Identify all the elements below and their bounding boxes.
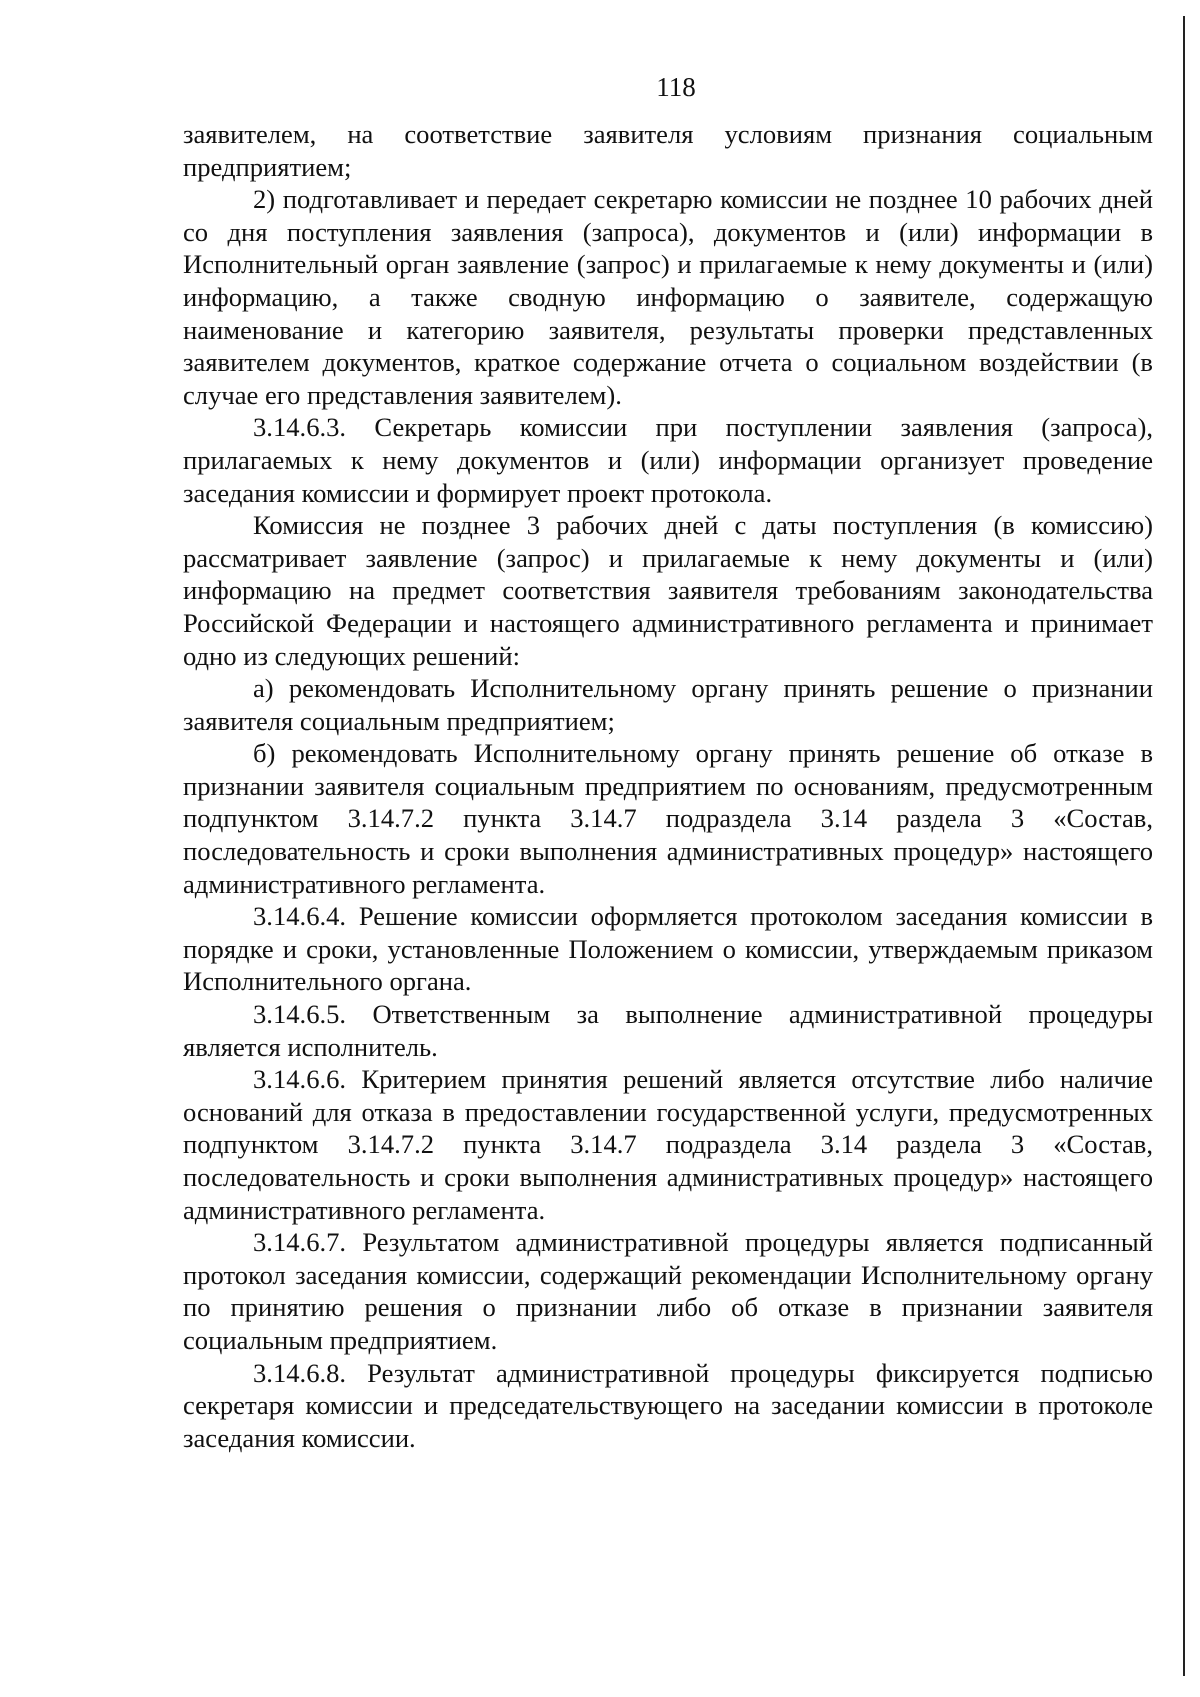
paragraph-item-2: 2) подготавливает и передает секретарю комиссии не позднее 10 рабочих дней со дня поступления заявления (запроса), документов и (или) информации в Исполнительный орган заявление (запрос) и прилагаемые к нему документы и (или) информацию, а также сводную информацию о заявителе, содержащую наименование и категорию заявителя, результаты проверки представленных заявителем документов, краткое содержание отчета о социальном воздействии (в случае его представления заявителем). <box>183 184 1153 410</box>
paragraph-item-a: а) рекомендовать Исполнительному органу принять решение о признании заявителя социальным предприятием; <box>183 673 1153 736</box>
scan-edge-line <box>1183 16 1185 1676</box>
paragraph-3-14-6-4: 3.14.6.4. Решение комиссии оформляется протоколом заседания комиссии в порядке и сроки, установленные Положением о комиссии, утверждаемым приказом Исполнительного органа. <box>183 901 1153 997</box>
paragraph-commission: Комиссия не позднее 3 рабочих дней с даты поступления (в комиссию) рассматривает заявление (запрос) и прилагаемые к нему документы и (или) информацию на предмет соответствия заявителя требованиям законодательства Российской Федерации и настоящего административного регламента и принимает одно из следующих решений: <box>183 510 1153 671</box>
paragraph-continuation: заявителем, на соответствие заявителя условиям признания социальным предприятием; <box>183 119 1153 182</box>
paragraph-3-14-6-6: 3.14.6.6. Критерием принятия решений является отсутствие либо наличие оснований для отказа в предоставлении государственной услуги, предусмотренных подпунктом 3.14.7.2 пункта 3.14.7 подраздела 3.14 раздела 3 «Состав, последовательность и сроки выполнения административных процедур» настоящего административного регламента. <box>183 1064 1153 1225</box>
paragraph-3-14-6-8: 3.14.6.8. Результат административной процедуры фиксируется подписью секретаря комиссии и председательствующего на заседании комиссии в протоколе заседания комиссии. <box>183 1357 1153 1453</box>
paragraph-3-14-6-3: 3.14.6.3. Секретарь комиссии при поступлении заявления (запроса), прилагаемых к нему документов и (или) информации организует проведение заседания комиссии и формирует проект протокола. <box>183 412 1153 508</box>
document-body <box>183 118 1153 1454</box>
paragraph-item-b: б) рекомендовать Исполнительному органу принять решение об отказе в признании заявителя социальным предприятием по основаниям, предусмотренным подпунктом 3.14.7.2 пункта 3.14.7 подраздела 3.14 раздела 3 «Состав, последовательность и сроки выполнения административных процедур» настоящего административного регламента. <box>183 738 1153 899</box>
paragraph-3-14-6-7: 3.14.6.7. Результатом административной процедуры является подписанный протокол заседания комиссии, содержащий рекомендации Исполнительному органу по принятию решения о признании либо об отказе в признании заявителя социальным предприятием. <box>183 1227 1153 1355</box>
page-number: 118 <box>656 72 696 102</box>
paragraph-3-14-6-5: 3.14.6.5. Ответственным за выполнение административной процедуры является исполнитель. <box>183 999 1153 1062</box>
